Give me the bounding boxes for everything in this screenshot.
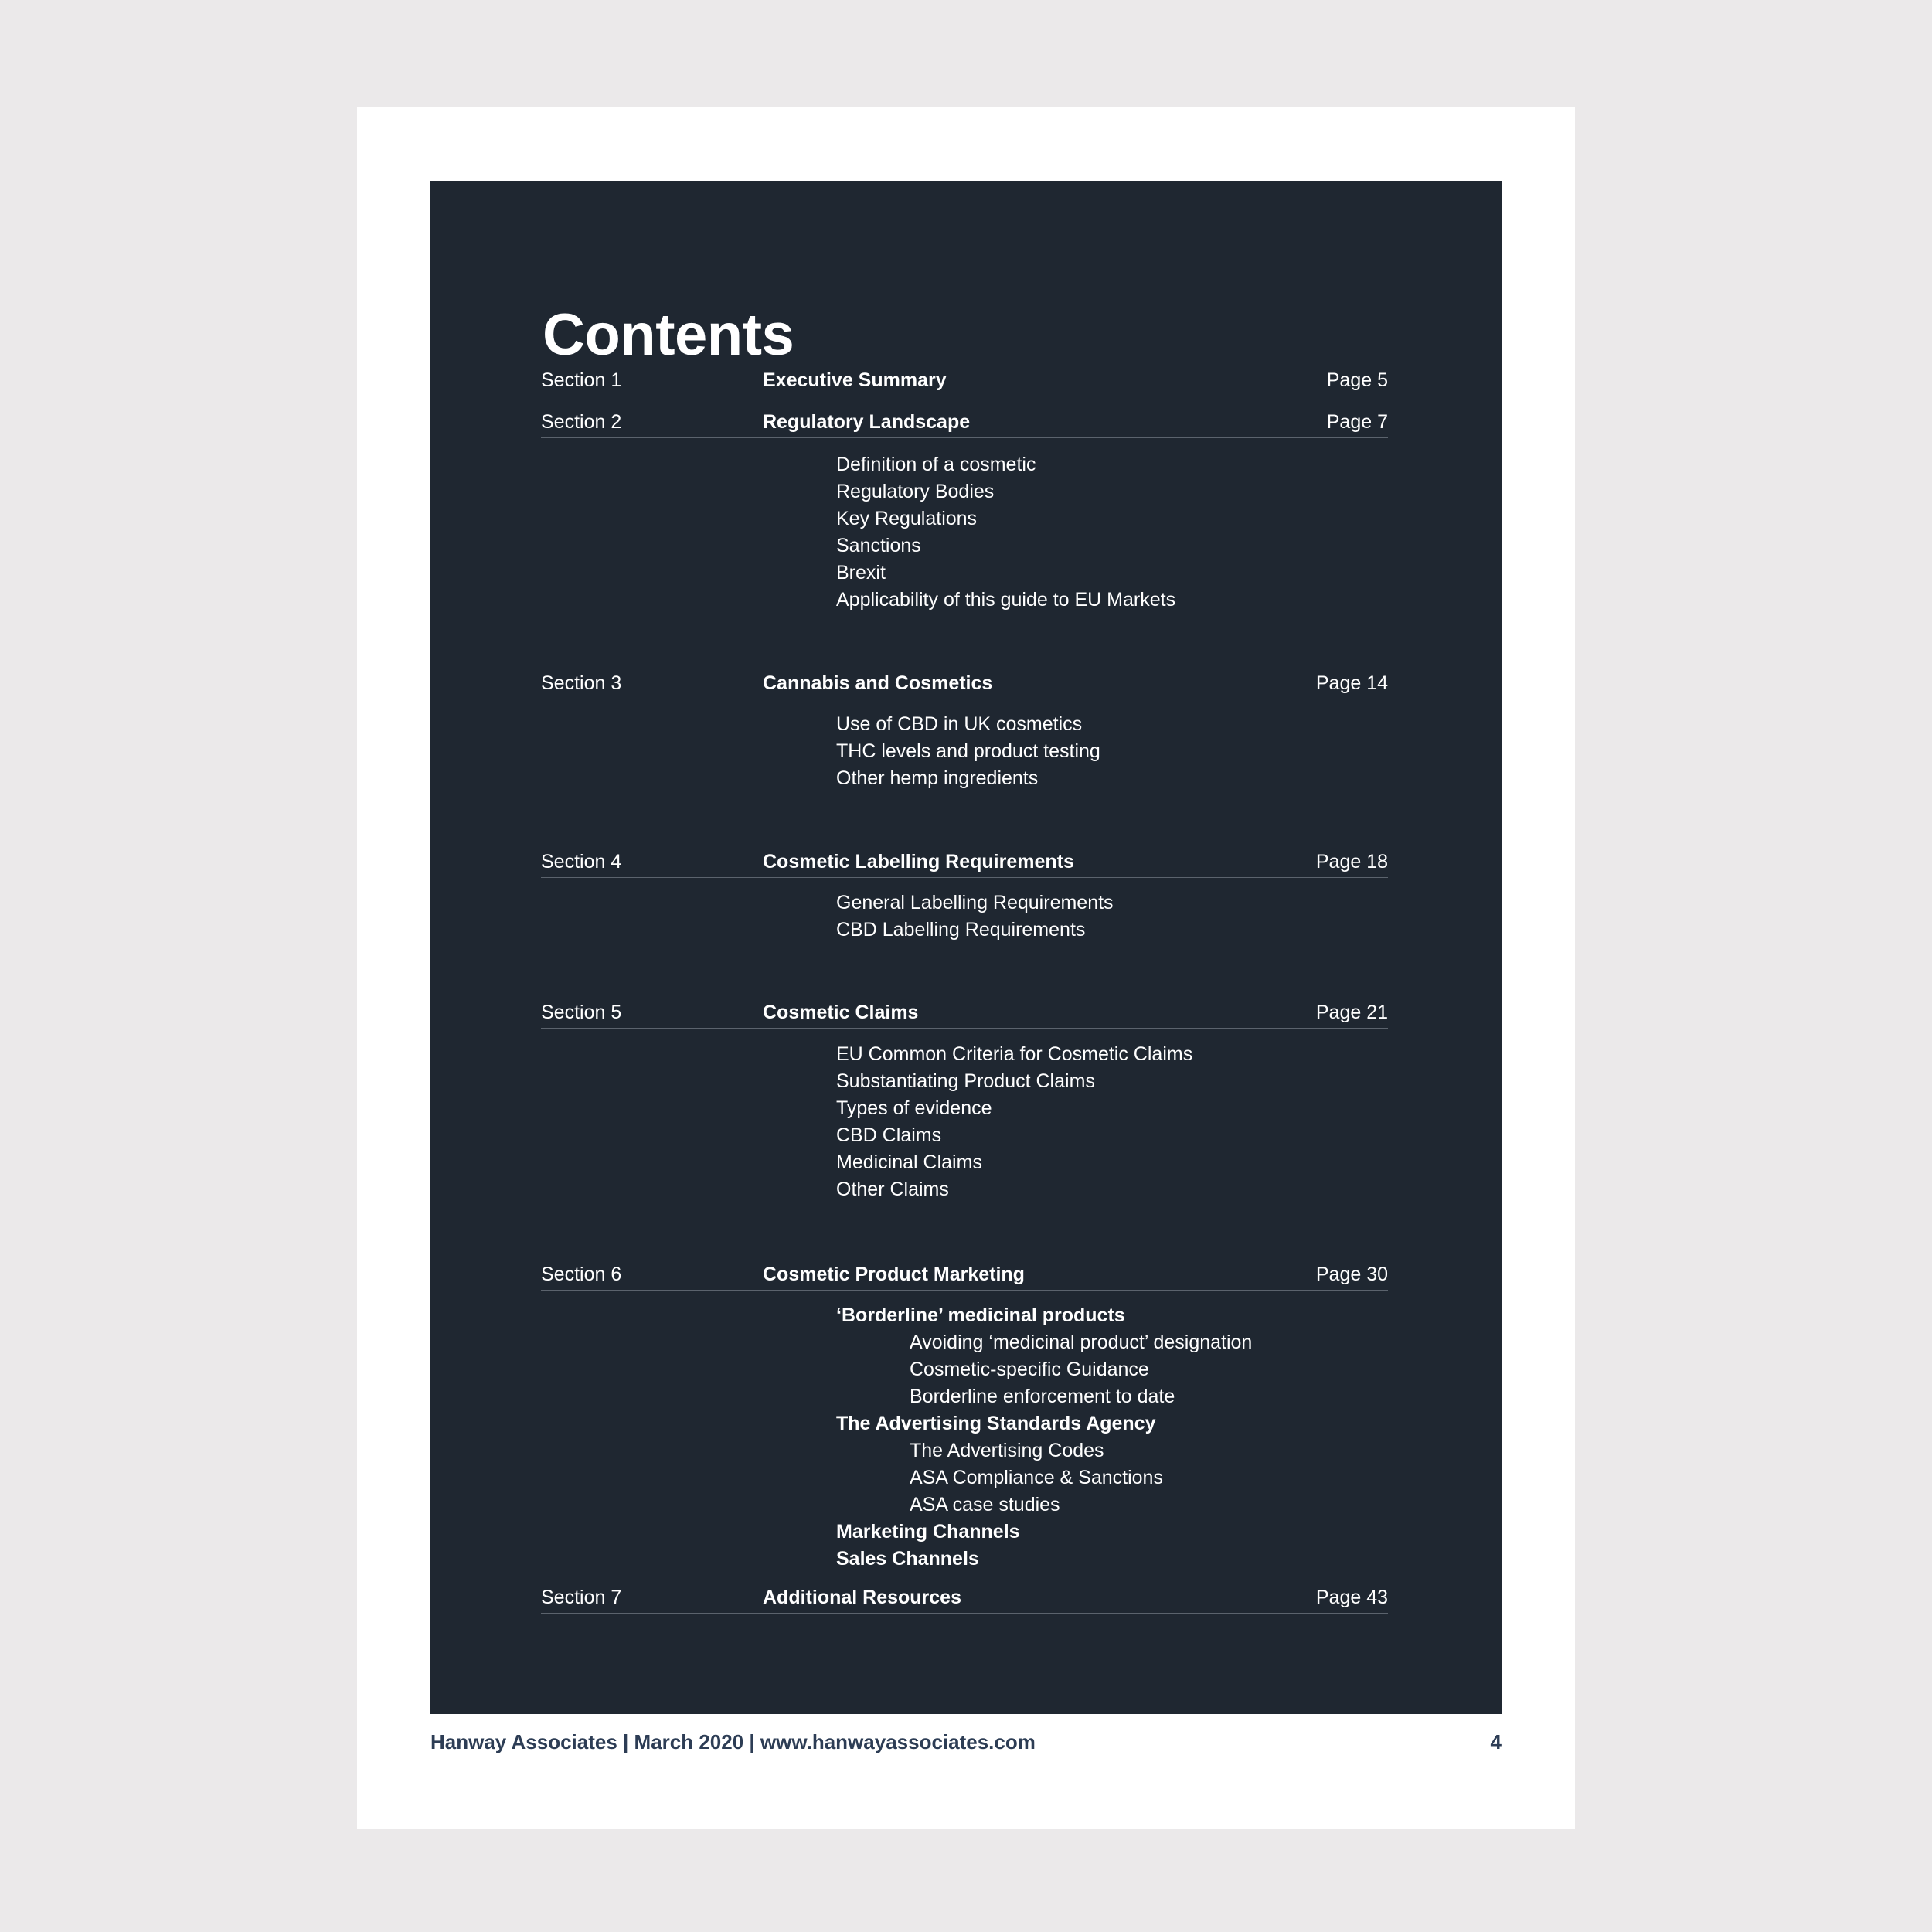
- toc-row-section-4[interactable]: [541, 846, 1388, 878]
- toc-row-section-7[interactable]: [541, 1582, 1388, 1614]
- section-4-subitems: [836, 889, 1114, 944]
- toc-row-section-2[interactable]: [541, 406, 1388, 438]
- toc-row-section-5[interactable]: [541, 997, 1388, 1029]
- subsection-item[interactable]: Other Claims: [836, 1179, 949, 1200]
- section-5-subitems: [836, 1041, 1192, 1203]
- footer-text: Hanway Associates | March 2020 | www.hanwayassociates.com: [430, 1730, 1036, 1753]
- subsection-item[interactable]: Use of CBD in UK cosmetics: [836, 713, 1083, 735]
- subsection-item[interactable]: ASA Compliance & Sanctions: [910, 1467, 1163, 1488]
- section-2-subitems: [836, 451, 1175, 614]
- subsection-item[interactable]: Key Regulations: [836, 508, 978, 529]
- section-number: Section 5: [541, 1002, 622, 1023]
- subsection-item[interactable]: General Labelling Requirements: [836, 892, 1114, 913]
- section-title: Cosmetic Claims: [763, 1002, 919, 1023]
- subsection-item[interactable]: Cosmetic-specific Guidance: [910, 1359, 1149, 1380]
- subsection-item[interactable]: Brexit: [836, 562, 886, 583]
- section-title: Executive Summary: [763, 369, 947, 391]
- section-number: Section 3: [541, 672, 622, 694]
- section-title: Cannabis and Cosmetics: [763, 672, 993, 694]
- section-page: Page 18: [1315, 851, 1388, 872]
- subsection-item[interactable]: Substantiating Product Claims: [836, 1070, 1095, 1092]
- subsection-item[interactable]: Borderline enforcement to date: [910, 1386, 1175, 1407]
- section-title: Additional Resources: [763, 1587, 961, 1608]
- section-page: Page 7: [1326, 411, 1388, 433]
- section-6-subitems: [836, 1302, 1252, 1573]
- subsection-item[interactable]: CBD Labelling Requirements: [836, 919, 1086, 940]
- section-page: Page 43: [1315, 1587, 1388, 1608]
- subsection-heading[interactable]: The Advertising Standards Agency: [836, 1413, 1156, 1434]
- section-number: Section 6: [541, 1264, 622, 1285]
- subsection-item[interactable]: The Advertising Codes: [910, 1440, 1104, 1461]
- section-number: Section 2: [541, 411, 622, 433]
- section-page: Page 21: [1315, 1002, 1388, 1023]
- section-number: Section 1: [541, 369, 622, 391]
- subsection-item[interactable]: CBD Claims: [836, 1124, 942, 1146]
- document-page: [357, 107, 1575, 1829]
- subsection-item[interactable]: THC levels and product testing: [836, 740, 1100, 762]
- section-title: Regulatory Landscape: [763, 411, 971, 433]
- subsection-heading[interactable]: ‘Borderline’ medicinal products: [836, 1304, 1125, 1326]
- page-title: Contents: [543, 302, 794, 368]
- section-title: Cosmetic Labelling Requirements: [763, 851, 1074, 872]
- page-number: 4: [1490, 1730, 1502, 1753]
- subsection-item[interactable]: Sanctions: [836, 535, 921, 556]
- subsection-item[interactable]: Other hemp ingredients: [836, 767, 1039, 789]
- subsection-item[interactable]: Medicinal Claims: [836, 1151, 982, 1173]
- section-number: Section 4: [541, 851, 622, 872]
- toc-row-section-6[interactable]: [541, 1259, 1388, 1291]
- section-number: Section 7: [541, 1587, 622, 1608]
- subsection-item[interactable]: Types of evidence: [836, 1097, 992, 1119]
- section-title: Cosmetic Product Marketing: [763, 1264, 1025, 1285]
- subsection-heading[interactable]: Sales Channels: [836, 1548, 979, 1570]
- contents-panel: [430, 181, 1502, 1714]
- subsection-item[interactable]: Regulatory Bodies: [836, 481, 995, 502]
- subsection-item[interactable]: Definition of a cosmetic: [836, 454, 1036, 475]
- toc-row-section-1[interactable]: [541, 365, 1388, 396]
- section-page: Page 14: [1315, 672, 1388, 694]
- subsection-item[interactable]: ASA case studies: [910, 1494, 1060, 1515]
- subsection-heading[interactable]: Marketing Channels: [836, 1521, 1020, 1543]
- section-page: Page 30: [1315, 1264, 1388, 1285]
- toc-row-section-3[interactable]: [541, 668, 1388, 699]
- subsection-item[interactable]: Applicability of this guide to EU Markets: [836, 589, 1176, 611]
- section-3-subitems: [836, 711, 1100, 792]
- subsection-item[interactable]: Avoiding ‘medicinal product’ designation: [910, 1332, 1253, 1353]
- subsection-item[interactable]: EU Common Criteria for Cosmetic Claims: [836, 1043, 1193, 1065]
- section-page: Page 5: [1326, 369, 1388, 391]
